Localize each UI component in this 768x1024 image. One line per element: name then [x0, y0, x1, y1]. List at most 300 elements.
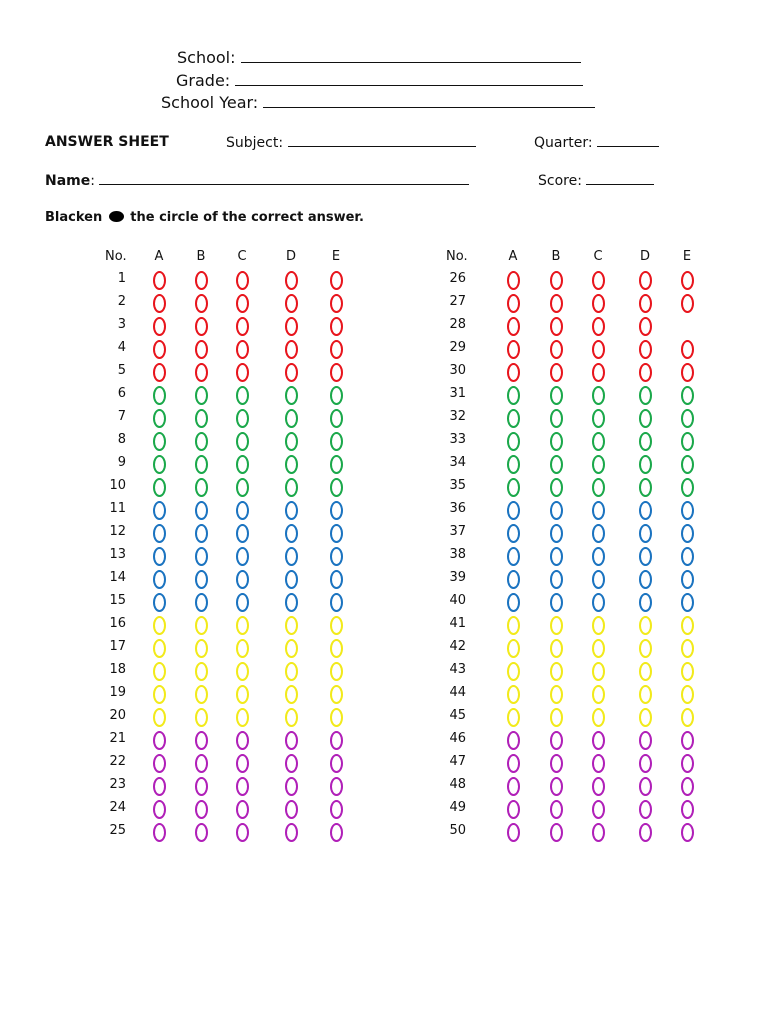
answer-bubble-36-d[interactable]	[639, 501, 652, 520]
answer-bubble-10-b[interactable]	[195, 478, 208, 497]
answer-bubble-18-c[interactable]	[236, 662, 249, 681]
question-number: 30	[449, 363, 466, 378]
answer-bubble-32-c[interactable]	[592, 409, 605, 428]
answer-bubble-45-c[interactable]	[592, 708, 605, 727]
answer-bubble-50-a[interactable]	[507, 823, 520, 842]
answer-bubble-37-a[interactable]	[507, 524, 520, 543]
answer-bubble-20-b[interactable]	[195, 708, 208, 727]
answer-bubble-49-e[interactable]	[681, 800, 694, 819]
quarter-label: Quarter:	[534, 135, 593, 151]
answer-bubble-31-c[interactable]	[592, 386, 605, 405]
question-number: 31	[449, 386, 466, 401]
answer-bubble-49-c[interactable]	[592, 800, 605, 819]
answer-bubble-50-d[interactable]	[639, 823, 652, 842]
answer-bubble-20-a[interactable]	[153, 708, 166, 727]
answer-bubble-41-d[interactable]	[639, 616, 652, 635]
school-year-label: School Year:	[161, 93, 259, 112]
name-label: Name	[45, 173, 91, 189]
question-number: 4	[117, 340, 126, 355]
answer-bubble-34-c[interactable]	[592, 455, 605, 474]
answer-bubble-19-d[interactable]	[285, 685, 298, 704]
answer-bubble-21-b[interactable]	[195, 731, 208, 750]
question-number: 9	[117, 455, 126, 470]
answer-bubble-16-c[interactable]	[236, 616, 249, 635]
answer-bubble-45-a[interactable]	[507, 708, 520, 727]
answer-bubble-38-e[interactable]	[681, 547, 694, 566]
answer-bubble-33-e[interactable]	[681, 432, 694, 451]
answer-bubble-39-b[interactable]	[550, 570, 563, 589]
answer-bubble-39-e[interactable]	[681, 570, 694, 589]
answer-bubble-28-b[interactable]	[550, 317, 563, 336]
answer-bubble-35-e[interactable]	[681, 478, 694, 497]
answer-bubble-23-d[interactable]	[285, 777, 298, 796]
answer-bubble-34-e[interactable]	[681, 455, 694, 474]
column-header-e: E	[331, 249, 341, 264]
answer-bubble-47-b[interactable]	[550, 754, 563, 773]
answer-bubble-19-b[interactable]	[195, 685, 208, 704]
answer-bubble-1-a[interactable]	[153, 271, 166, 290]
answer-bubble-17-a[interactable]	[153, 639, 166, 658]
question-number: 27	[449, 294, 466, 309]
answer-bubble-45-b[interactable]	[550, 708, 563, 727]
answer-bubble-42-d[interactable]	[639, 639, 652, 658]
answer-bubble-39-c[interactable]	[592, 570, 605, 589]
question-number: 16	[109, 616, 126, 631]
answer-bubble-10-e[interactable]	[330, 478, 343, 497]
answer-bubble-8-b[interactable]	[195, 432, 208, 451]
answer-bubble-2-d[interactable]	[285, 294, 298, 313]
question-number: 10	[109, 478, 126, 493]
answer-bubble-36-e[interactable]	[681, 501, 694, 520]
answer-bubble-13-b[interactable]	[195, 547, 208, 566]
answer-bubble-27-c[interactable]	[592, 294, 605, 313]
question-number: 50	[449, 823, 466, 838]
answer-bubble-36-a[interactable]	[507, 501, 520, 520]
answer-bubble-21-e[interactable]	[330, 731, 343, 750]
answer-bubble-28-a[interactable]	[507, 317, 520, 336]
answer-bubble-42-b[interactable]	[550, 639, 563, 658]
answer-bubble-6-a[interactable]	[153, 386, 166, 405]
answer-bubble-14-a[interactable]	[153, 570, 166, 589]
answer-bubble-29-c[interactable]	[592, 340, 605, 359]
answer-bubble-14-b[interactable]	[195, 570, 208, 589]
answer-bubble-4-a[interactable]	[153, 340, 166, 359]
question-number: 42	[449, 639, 466, 654]
answer-bubble-6-d[interactable]	[285, 386, 298, 405]
answer-bubble-1-e[interactable]	[330, 271, 343, 290]
answer-bubble-47-e[interactable]	[681, 754, 694, 773]
answer-bubble-17-e[interactable]	[330, 639, 343, 658]
answer-bubble-41-b[interactable]	[550, 616, 563, 635]
answer-bubble-15-c[interactable]	[236, 593, 249, 612]
answer-bubble-8-c[interactable]	[236, 432, 249, 451]
question-number: 47	[449, 754, 466, 769]
answer-bubble-27-e[interactable]	[681, 294, 694, 313]
question-number: 26	[449, 271, 466, 286]
answer-bubble-30-a[interactable]	[507, 363, 520, 382]
answer-bubble-6-e[interactable]	[330, 386, 343, 405]
question-number: 38	[449, 547, 466, 562]
answer-bubble-6-b[interactable]	[195, 386, 208, 405]
answer-bubble-48-a[interactable]	[507, 777, 520, 796]
answer-bubble-40-c[interactable]	[592, 593, 605, 612]
answer-bubble-44-e[interactable]	[681, 685, 694, 704]
answer-bubble-9-a[interactable]	[153, 455, 166, 474]
instruction-before: Blacken	[45, 210, 103, 225]
answer-bubble-4-c[interactable]	[236, 340, 249, 359]
answer-bubble-17-b[interactable]	[195, 639, 208, 658]
answer-bubble-44-a[interactable]	[507, 685, 520, 704]
answer-bubble-26-a[interactable]	[507, 271, 520, 290]
answer-bubble-17-d[interactable]	[285, 639, 298, 658]
answer-bubble-25-b[interactable]	[195, 823, 208, 842]
answer-bubble-34-d[interactable]	[639, 455, 652, 474]
answer-bubble-13-d[interactable]	[285, 547, 298, 566]
answer-bubble-32-d[interactable]	[639, 409, 652, 428]
answer-bubble-4-d[interactable]	[285, 340, 298, 359]
answer-bubble-28-d[interactable]	[639, 317, 652, 336]
answer-bubble-43-d[interactable]	[639, 662, 652, 681]
column-header-no: No.	[105, 249, 127, 264]
question-number: 35	[449, 478, 466, 493]
question-number: 6	[117, 386, 126, 401]
answer-bubble-5-b[interactable]	[195, 363, 208, 382]
answer-bubble-14-d[interactable]	[285, 570, 298, 589]
answer-bubble-20-c[interactable]	[236, 708, 249, 727]
answer-bubble-46-e[interactable]	[681, 731, 694, 750]
answer-bubble-46-b[interactable]	[550, 731, 563, 750]
column-header-no: No.	[446, 249, 468, 264]
answer-bubble-48-b[interactable]	[550, 777, 563, 796]
answer-bubble-47-d[interactable]	[639, 754, 652, 773]
answer-bubble-15-a[interactable]	[153, 593, 166, 612]
answer-bubble-18-b[interactable]	[195, 662, 208, 681]
answer-bubble-21-a[interactable]	[153, 731, 166, 750]
answer-bubble-3-b[interactable]	[195, 317, 208, 336]
answer-bubble-41-a[interactable]	[507, 616, 520, 635]
answer-bubble-2-e[interactable]	[330, 294, 343, 313]
answer-bubble-23-b[interactable]	[195, 777, 208, 796]
answer-bubble-30-c[interactable]	[592, 363, 605, 382]
answer-bubble-43-c[interactable]	[592, 662, 605, 681]
answer-bubble-32-a[interactable]	[507, 409, 520, 428]
answer-bubble-44-d[interactable]	[639, 685, 652, 704]
answer-bubble-4-e[interactable]	[330, 340, 343, 359]
question-number: 37	[449, 524, 466, 539]
answer-bubble-33-c[interactable]	[592, 432, 605, 451]
answer-bubble-40-e[interactable]	[681, 593, 694, 612]
answer-bubble-21-c[interactable]	[236, 731, 249, 750]
answer-bubble-7-c[interactable]	[236, 409, 249, 428]
answer-bubble-35-c[interactable]	[592, 478, 605, 497]
answer-bubble-26-d[interactable]	[639, 271, 652, 290]
answer-bubble-27-d[interactable]	[639, 294, 652, 313]
answer-bubble-26-e[interactable]	[681, 271, 694, 290]
answer-bubble-35-d[interactable]	[639, 478, 652, 497]
answer-bubble-47-a[interactable]	[507, 754, 520, 773]
answer-bubble-5-d[interactable]	[285, 363, 298, 382]
answer-bubble-1-c[interactable]	[236, 271, 249, 290]
instruction-after: the circle of the correct answer.	[130, 210, 364, 225]
answer-bubble-22-d[interactable]	[285, 754, 298, 773]
answer-bubble-46-c[interactable]	[592, 731, 605, 750]
answer-bubble-2-b[interactable]	[195, 294, 208, 313]
answer-bubble-36-c[interactable]	[592, 501, 605, 520]
answer-bubble-46-d[interactable]	[639, 731, 652, 750]
question-number: 19	[109, 685, 126, 700]
answer-bubble-15-b[interactable]	[195, 593, 208, 612]
answer-bubble-20-e[interactable]	[330, 708, 343, 727]
answer-bubble-28-c[interactable]	[592, 317, 605, 336]
answer-bubble-23-c[interactable]	[236, 777, 249, 796]
subject-label: Subject:	[226, 135, 284, 151]
column-header-d: D	[639, 249, 650, 264]
answer-bubble-44-b[interactable]	[550, 685, 563, 704]
answer-bubble-13-c[interactable]	[236, 547, 249, 566]
answer-bubble-20-d[interactable]	[285, 708, 298, 727]
answer-bubble-42-a[interactable]	[507, 639, 520, 658]
question-number: 22	[109, 754, 126, 769]
answer-bubble-25-e[interactable]	[330, 823, 343, 842]
answer-bubble-48-c[interactable]	[592, 777, 605, 796]
answer-bubble-1-d[interactable]	[285, 271, 298, 290]
score-label: Score:	[538, 173, 582, 189]
answer-bubble-7-b[interactable]	[195, 409, 208, 428]
answer-bubble-17-c[interactable]	[236, 639, 249, 658]
answer-bubble-41-c[interactable]	[592, 616, 605, 635]
answer-bubble-19-a[interactable]	[153, 685, 166, 704]
answer-bubble-24-d[interactable]	[285, 800, 298, 819]
answer-bubble-5-c[interactable]	[236, 363, 249, 382]
answer-bubble-10-d[interactable]	[285, 478, 298, 497]
answer-bubble-46-a[interactable]	[507, 731, 520, 750]
answer-bubble-43-a[interactable]	[507, 662, 520, 681]
answer-bubble-40-a[interactable]	[507, 593, 520, 612]
answer-bubble-37-b[interactable]	[550, 524, 563, 543]
answer-bubble-37-e[interactable]	[681, 524, 694, 543]
answer-bubble-29-e[interactable]	[681, 340, 694, 359]
answer-bubble-48-d[interactable]	[639, 777, 652, 796]
question-number: 8	[117, 432, 126, 447]
answer-bubble-27-b[interactable]	[550, 294, 563, 313]
answer-bubble-21-d[interactable]	[285, 731, 298, 750]
answer-bubble-33-b[interactable]	[550, 432, 563, 451]
answer-bubble-19-c[interactable]	[236, 685, 249, 704]
answer-bubble-8-e[interactable]	[330, 432, 343, 451]
answer-bubble-15-e[interactable]	[330, 593, 343, 612]
answer-bubble-11-d[interactable]	[285, 501, 298, 520]
answer-bubble-31-d[interactable]	[639, 386, 652, 405]
column-header-d: D	[285, 249, 296, 264]
answer-bubble-32-e[interactable]	[681, 409, 694, 428]
question-number: 48	[449, 777, 466, 792]
answer-bubble-5-e[interactable]	[330, 363, 343, 382]
answer-bubble-12-e[interactable]	[330, 524, 343, 543]
answer-bubble-35-a[interactable]	[507, 478, 520, 497]
answer-bubble-22-c[interactable]	[236, 754, 249, 773]
answer-bubble-27-a[interactable]	[507, 294, 520, 313]
question-number: 13	[109, 547, 126, 562]
answer-bubble-11-b[interactable]	[195, 501, 208, 520]
answer-bubble-22-a[interactable]	[153, 754, 166, 773]
answer-bubble-41-e[interactable]	[681, 616, 694, 635]
answer-bubble-30-b[interactable]	[550, 363, 563, 382]
answer-bubble-42-c[interactable]	[592, 639, 605, 658]
answer-bubble-19-e[interactable]	[330, 685, 343, 704]
answer-bubble-12-b[interactable]	[195, 524, 208, 543]
answer-bubble-34-b[interactable]	[550, 455, 563, 474]
answer-bubble-13-e[interactable]	[330, 547, 343, 566]
answer-bubble-10-a[interactable]	[153, 478, 166, 497]
answer-bubble-32-b[interactable]	[550, 409, 563, 428]
question-number: 39	[449, 570, 466, 585]
answer-bubble-14-e[interactable]	[330, 570, 343, 589]
answer-bubble-50-c[interactable]	[592, 823, 605, 842]
answer-bubble-45-d[interactable]	[639, 708, 652, 727]
answer-bubble-16-a[interactable]	[153, 616, 166, 635]
answer-bubble-24-c[interactable]	[236, 800, 249, 819]
question-number: 29	[449, 340, 466, 355]
answer-bubble-26-c[interactable]	[592, 271, 605, 290]
answer-bubble-25-a[interactable]	[153, 823, 166, 842]
answer-bubble-47-c[interactable]	[592, 754, 605, 773]
answer-bubble-9-e[interactable]	[330, 455, 343, 474]
answer-bubble-33-a[interactable]	[507, 432, 520, 451]
answer-bubble-29-a[interactable]	[507, 340, 520, 359]
name-colon: :	[90, 173, 95, 189]
answer-bubble-16-e[interactable]	[330, 616, 343, 635]
answer-bubble-12-d[interactable]	[285, 524, 298, 543]
answer-bubble-8-a[interactable]	[153, 432, 166, 451]
answer-bubble-24-a[interactable]	[153, 800, 166, 819]
answer-bubble-7-a[interactable]	[153, 409, 166, 428]
answer-bubble-18-a[interactable]	[153, 662, 166, 681]
answer-bubble-12-c[interactable]	[236, 524, 249, 543]
answer-bubble-26-b[interactable]	[550, 271, 563, 290]
school-label: School:	[177, 48, 236, 67]
answer-bubble-9-c[interactable]	[236, 455, 249, 474]
answer-bubble-29-b[interactable]	[550, 340, 563, 359]
answer-bubble-16-d[interactable]	[285, 616, 298, 635]
answer-bubble-7-d[interactable]	[285, 409, 298, 428]
question-number: 33	[449, 432, 466, 447]
answer-bubble-30-d[interactable]	[639, 363, 652, 382]
question-number: 18	[109, 662, 126, 677]
answer-bubble-10-c[interactable]	[236, 478, 249, 497]
answer-bubble-49-a[interactable]	[507, 800, 520, 819]
answer-bubble-3-a[interactable]	[153, 317, 166, 336]
column-header-a: A	[508, 249, 518, 264]
answer-bubble-23-a[interactable]	[153, 777, 166, 796]
answer-bubble-24-b[interactable]	[195, 800, 208, 819]
answer-bubble-37-d[interactable]	[639, 524, 652, 543]
answer-bubble-22-b[interactable]	[195, 754, 208, 773]
answer-bubble-14-c[interactable]	[236, 570, 249, 589]
answer-bubble-16-b[interactable]	[195, 616, 208, 635]
answer-bubble-9-b[interactable]	[195, 455, 208, 474]
answer-bubble-49-d[interactable]	[639, 800, 652, 819]
column-header-c: C	[237, 249, 247, 264]
answer-bubble-1-b[interactable]	[195, 271, 208, 290]
answer-bubble-15-d[interactable]	[285, 593, 298, 612]
answer-bubble-9-d[interactable]	[285, 455, 298, 474]
answer-bubble-25-c[interactable]	[236, 823, 249, 842]
answer-bubble-42-e[interactable]	[681, 639, 694, 658]
answer-bubble-38-c[interactable]	[592, 547, 605, 566]
answer-bubble-6-c[interactable]	[236, 386, 249, 405]
answer-bubble-38-b[interactable]	[550, 547, 563, 566]
question-number: 36	[449, 501, 466, 516]
answer-bubble-5-a[interactable]	[153, 363, 166, 382]
answer-bubble-43-e[interactable]	[681, 662, 694, 681]
answer-bubble-31-b[interactable]	[550, 386, 563, 405]
answer-bubble-31-e[interactable]	[681, 386, 694, 405]
answer-bubble-7-e[interactable]	[330, 409, 343, 428]
answer-bubble-37-c[interactable]	[592, 524, 605, 543]
answer-bubble-2-a[interactable]	[153, 294, 166, 313]
answer-bubble-24-e[interactable]	[330, 800, 343, 819]
answer-bubble-3-d[interactable]	[285, 317, 298, 336]
question-number: 17	[109, 639, 126, 654]
answer-sheet-title: ANSWER SHEET	[45, 134, 169, 150]
answer-bubble-2-c[interactable]	[236, 294, 249, 313]
question-number: 45	[449, 708, 466, 723]
answer-bubble-8-d[interactable]	[285, 432, 298, 451]
question-number: 1	[117, 271, 126, 286]
question-number: 7	[117, 409, 126, 424]
answer-bubble-11-e[interactable]	[330, 501, 343, 520]
question-number: 41	[449, 616, 466, 631]
answer-bubble-4-b[interactable]	[195, 340, 208, 359]
answer-bubble-50-b[interactable]	[550, 823, 563, 842]
answer-bubble-29-d[interactable]	[639, 340, 652, 359]
answer-bubble-23-e[interactable]	[330, 777, 343, 796]
answer-bubble-45-e[interactable]	[681, 708, 694, 727]
answer-bubble-3-c[interactable]	[236, 317, 249, 336]
answer-bubble-35-b[interactable]	[550, 478, 563, 497]
question-number: 23	[109, 777, 126, 792]
answer-bubble-25-d[interactable]	[285, 823, 298, 842]
answer-bubble-39-d[interactable]	[639, 570, 652, 589]
answer-bubble-30-e[interactable]	[681, 363, 694, 382]
answer-bubble-22-e[interactable]	[330, 754, 343, 773]
answer-bubble-38-d[interactable]	[639, 547, 652, 566]
column-header-b: B	[551, 249, 561, 264]
answer-bubble-33-d[interactable]	[639, 432, 652, 451]
answer-bubble-39-a[interactable]	[507, 570, 520, 589]
answer-bubble-18-e[interactable]	[330, 662, 343, 681]
answer-bubble-40-d[interactable]	[639, 593, 652, 612]
answer-bubble-49-b[interactable]	[550, 800, 563, 819]
question-number: 24	[109, 800, 126, 815]
answer-bubble-50-e[interactable]	[681, 823, 694, 842]
question-number: 2	[117, 294, 126, 309]
answer-bubble-11-c[interactable]	[236, 501, 249, 520]
answer-bubble-38-a[interactable]	[507, 547, 520, 566]
answer-bubble-34-a[interactable]	[507, 455, 520, 474]
answer-bubble-18-d[interactable]	[285, 662, 298, 681]
answer-bubble-48-e[interactable]	[681, 777, 694, 796]
answer-bubble-3-e[interactable]	[330, 317, 343, 336]
answer-bubble-43-b[interactable]	[550, 662, 563, 681]
answer-bubble-13-a[interactable]	[153, 547, 166, 566]
answer-bubble-36-b[interactable]	[550, 501, 563, 520]
answer-bubble-44-c[interactable]	[592, 685, 605, 704]
answer-bubble-40-b[interactable]	[550, 593, 563, 612]
answer-bubble-11-a[interactable]	[153, 501, 166, 520]
answer-bubble-31-a[interactable]	[507, 386, 520, 405]
answer-bubble-12-a[interactable]	[153, 524, 166, 543]
